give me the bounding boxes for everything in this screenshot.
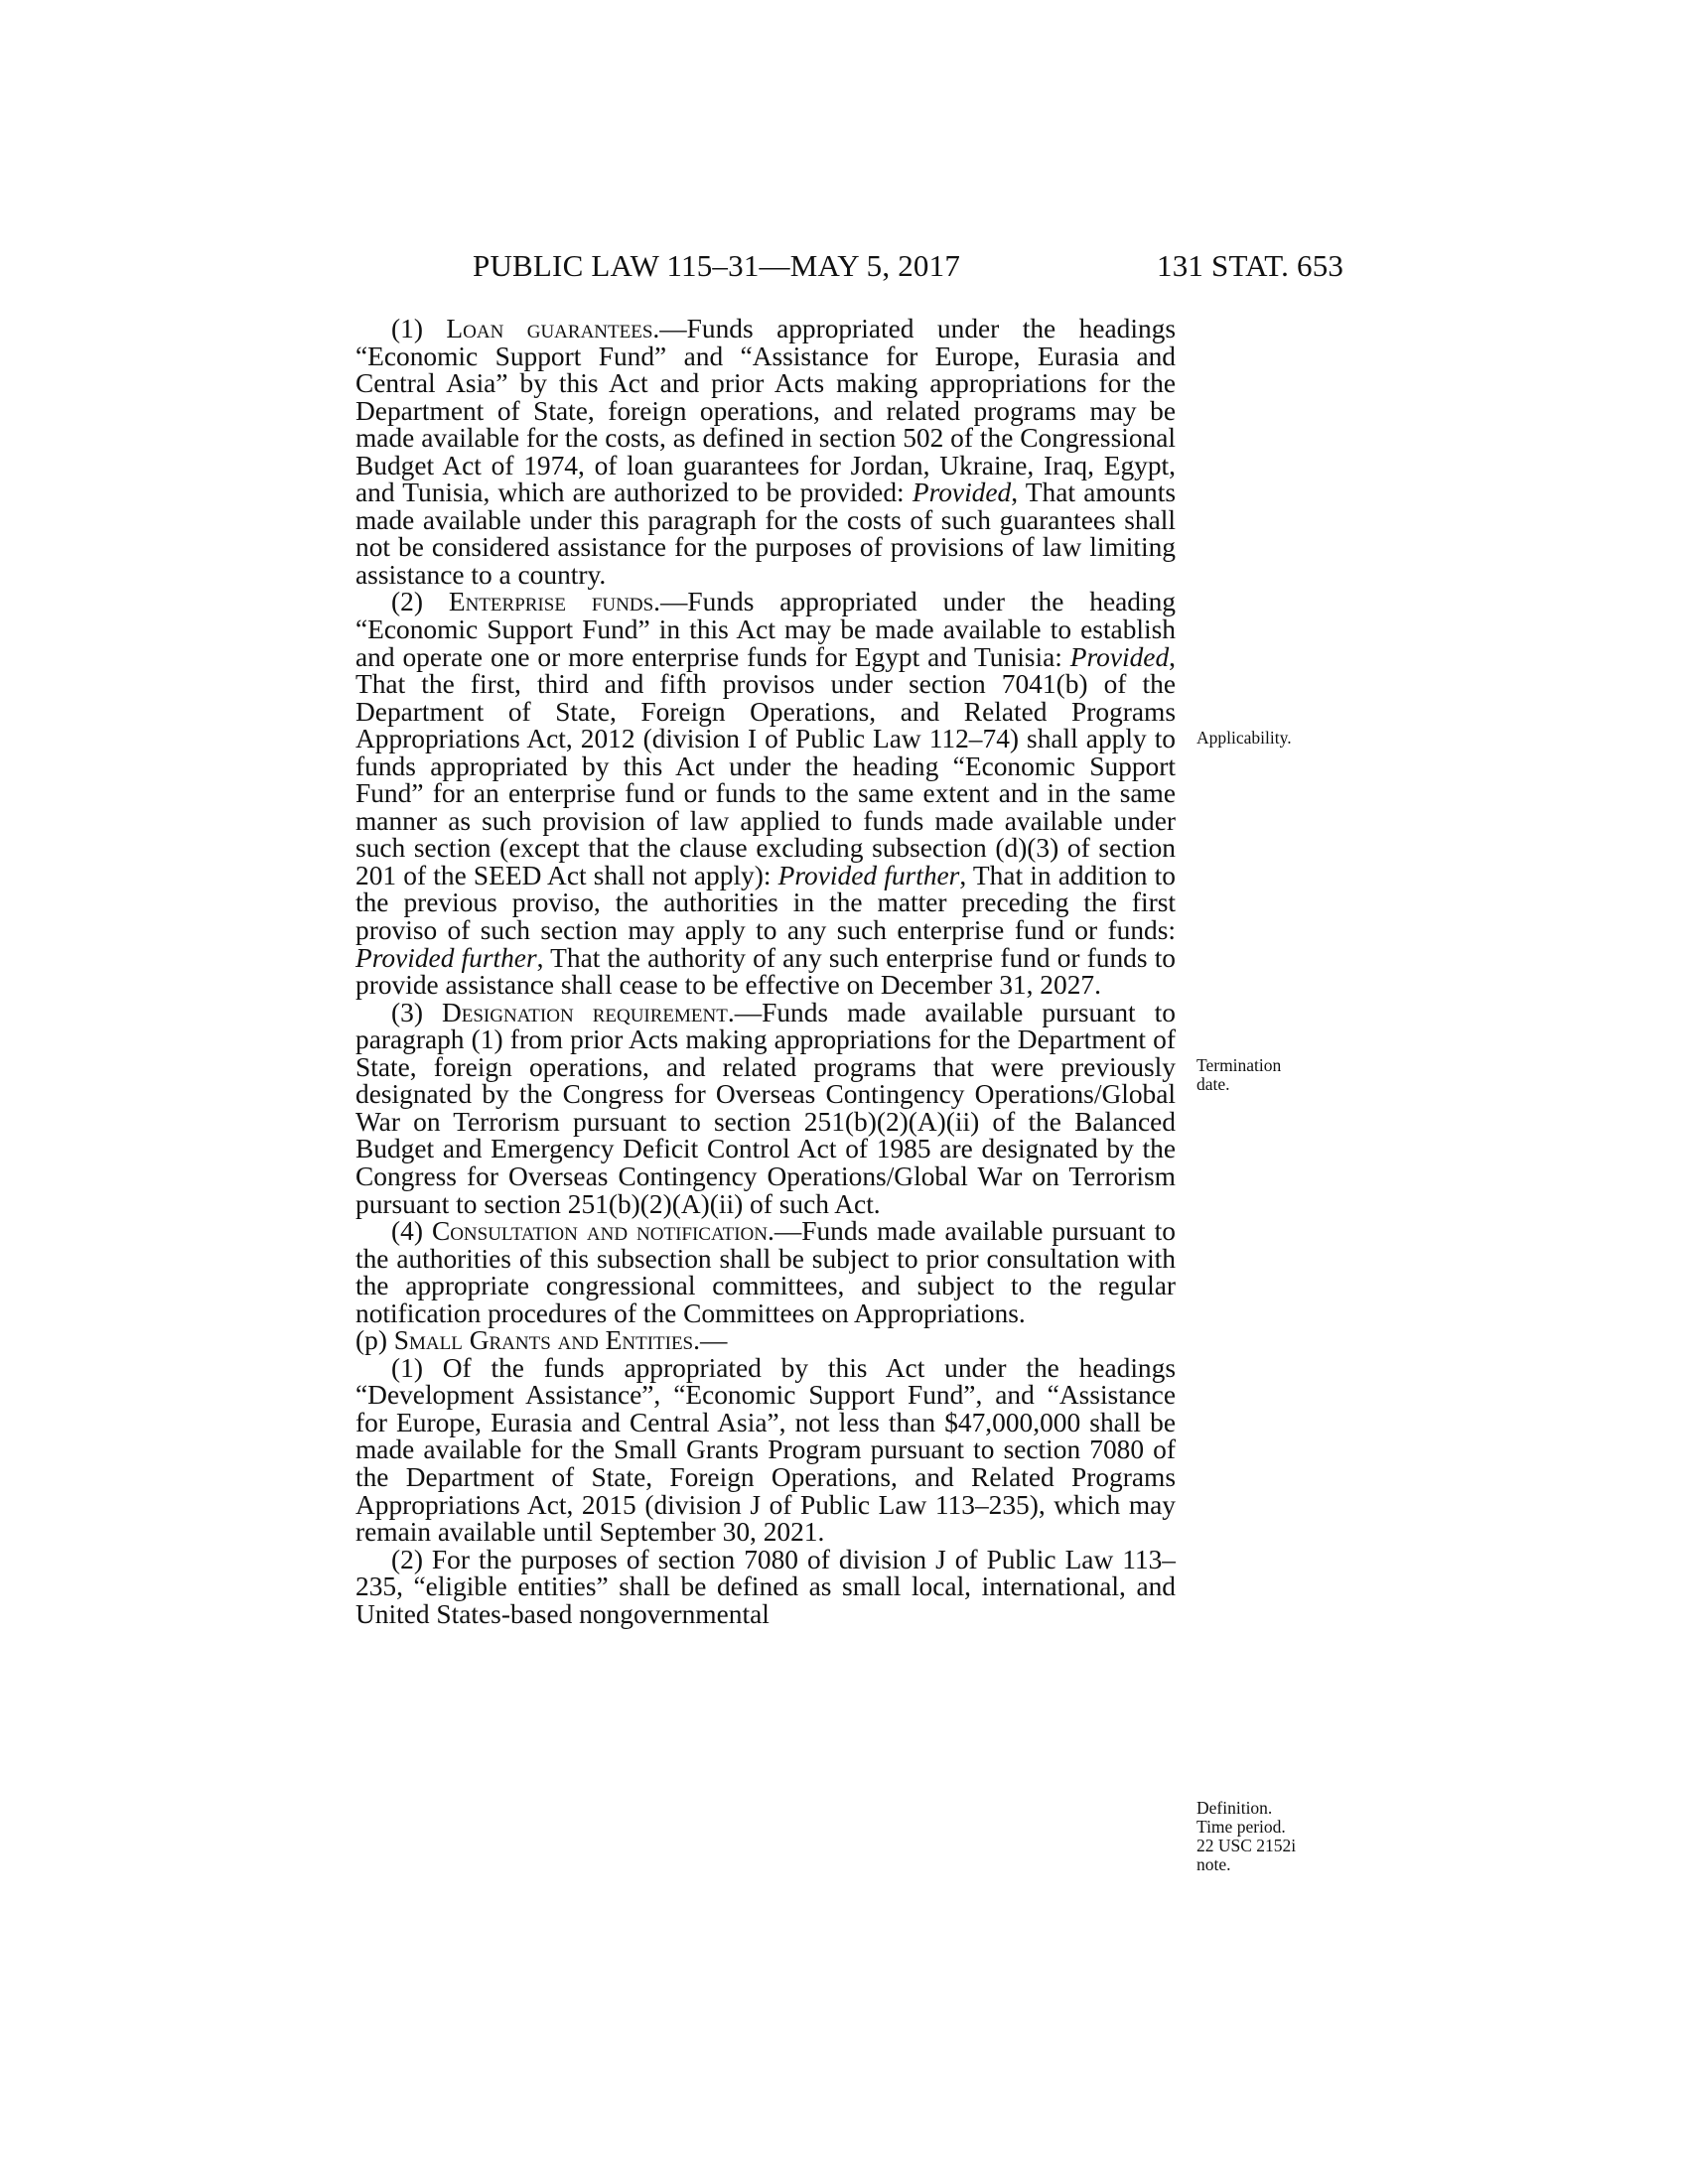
paragraph-heading: Loan guarantees: [446, 314, 653, 343]
paragraph: [355, 1352, 1176, 1548]
paragraph: [355, 589, 1176, 999]
paragraph-text: , That the authority of any such enterprise fund or funds to provide assistance shall cease to be effective on December 31, 2027.: [355, 942, 1176, 1001]
proviso-term: Provided further: [777, 860, 960, 890]
body-text: [355, 316, 1176, 1628]
paragraph-text: , That amounts made available under this paragraph for the costs of such guarantees shall not be considered assistance for the purposes of provisions of law limiting assistance to a country.: [355, 478, 1177, 590]
paragraph-heading: Small Grants and Entities: [393, 1325, 694, 1356]
paragraph-text: , That the first, third and fifth provisos under section 7041(b) of the Department of State, Foreign Operations, and Related Programs Appropriations Act, 2012 (division I of Public Law 112–74) shall apply to funds appropriated by this Act under the heading “Economic Support Fund” for an enterprise fund or funds to the same extent and in the same manner as such provision of law applied to funds made available under such section (except that the clause excluding subsection (d)(3) of section 201 of the SEED Act shall not apply):: [355, 641, 1176, 890]
proviso-term: Provided: [1069, 641, 1170, 672]
paragraph: [355, 997, 1176, 1219]
paragraph-text: .—Funds made available pursuant to the authorities of this subsection shall be subject to prior consultation with the appropriate congressional committees, and subject to the regular notification procedures of the Committees on Appropriations.: [355, 1216, 1176, 1328]
margin-note-applicability: Applicability.: [1196, 728, 1292, 748]
running-head-title: PUBLIC LAW 115–31—MAY 5, 2017: [473, 248, 961, 283]
paragraph: [355, 316, 1176, 589]
paragraph-text: .—Funds made available pursuant to paragraph (1) from prior Acts making appropriations for the Department of State, foreign operations, and related programs that were previously designated by the Congress for Overseas Contingency Operations/Global War on Terrorism pursuant to section 251(b)(2)(A)(ii) of the Balanced Budget and Emergency Deficit Control Act of 1985 are designated by the Congress for Overseas Contingency Operations/Global War on Terrorism pursuant to section 251(b)(2)(A)(ii) of such Act.: [355, 997, 1176, 1219]
proviso-term: Provided further: [355, 942, 537, 973]
paragraph-text: (1): [391, 314, 447, 343]
paragraph-text: .—Funds appropriated under the heading “Economic Support Fund” in this Act may be made available to establish and operate one or more enterprise funds for Egypt and Tunisia:: [355, 587, 1176, 672]
paragraph-text: (p): [355, 1325, 394, 1356]
paragraph-heading: Consultation and notification: [431, 1216, 768, 1247]
paragraph-text: (4): [391, 1216, 432, 1247]
paragraph-text: (2): [391, 587, 449, 617]
margin-note-termination-date: Termination date.: [1196, 1055, 1282, 1094]
margin-note-definition: Definition. Time period. 22 USC 2152i note.: [1196, 1798, 1297, 1874]
paragraph: [355, 1218, 1176, 1327]
paragraph-text: , That in addition to the previous proviso, the authorities in the matter preceding the first proviso of such section may apply to any such enterprise fund or funds:: [355, 860, 1176, 946]
paragraph-text: (2) For the purposes of section 7080 of division J of Public Law 113–235, “eligible entities” shall be defined as small local, international, and United States-based nongovernmental: [355, 1544, 1176, 1629]
proviso-term: Provided: [912, 478, 1012, 508]
paragraph-text: .—: [693, 1325, 728, 1356]
paragraph: [355, 1544, 1176, 1629]
paragraph-heading: Enterprise funds: [448, 587, 654, 617]
paragraph: [355, 1327, 1176, 1355]
paragraph-text: .—Funds appropriated under the headings “Economic Support Fund” and “Assistance for Europe, Eurasia and Central Asia” by this Act and prior Acts making appropriations for the Department of State, foreign operations, and related programs may be made available for the costs, as defined in section 502 of the Congressional Budget Act of 1974, of loan guarantees for Jordan, Ukraine, Iraq, Egypt, and Tunisia, which are authorized to be provided:: [355, 314, 1177, 508]
paragraph-heading: Designation requirement: [441, 997, 728, 1027]
paragraph-text: (3): [391, 997, 442, 1027]
running-head-page-number: 131 STAT. 653: [1157, 248, 1344, 283]
paragraph-text: (1) Of the funds appropriated by this Act under the headings “Development Assistance”, “Economic Support Fund”, and “Assistance for Europe, Eurasia and Central Asia”, not less than $47,000,000 shall be made available for the Small Grants Program pursuant to section 7080 of the Department of State, Foreign Operations, and Related Programs Appropriations Act, 2015 (division J of Public Law 113–235), which may remain available until September 30, 2021.: [355, 1352, 1176, 1548]
